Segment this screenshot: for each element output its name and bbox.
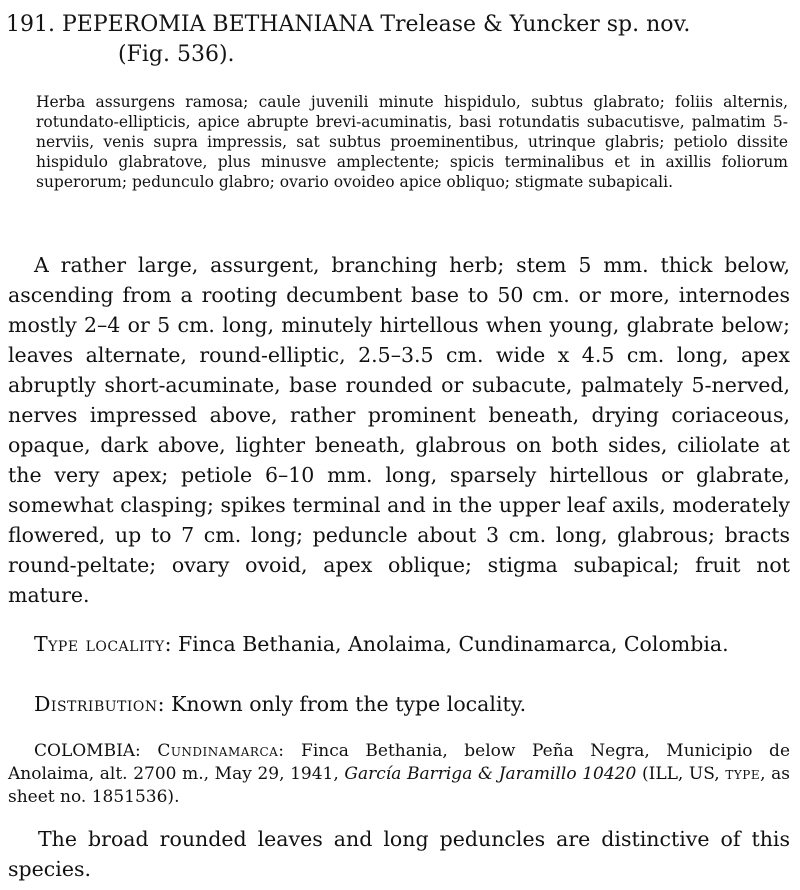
specimen-collectors: García Barriga & Jaramillo 10420 <box>344 764 637 784</box>
species-heading <box>6 10 786 70</box>
distinguishing-note: The broad rounded leaves and long peduncles are distinctive of this species. <box>8 827 790 881</box>
type-locality-text: Finca Bethania, Anolaima, Cundinamarca, Colombia. <box>178 632 729 656</box>
figure-reference: (Fig. 536). <box>118 42 235 67</box>
species-name: PEPEROMIA BETHANIANA <box>61 12 374 37</box>
type-locality-label: Type locality <box>34 632 165 656</box>
latin-diagnosis: Herba assurgens ramosa; caule juvenili minute hispidulo, subtus glabrato; foliis alternis, rotundato-ellipticis, apice abrupte brevi-acuminatis, basi rotundatis subacutisve, palmatim 5-nerviis, venis supra impressis, sat subtus proeminentibus, utrinque glabris; petiolo dissite hispidulo glabratove, plus minusve amplectente; spicis terminalibus et in axillis foliorum superorum; pedunculo glabro; ovario ovoideo apice obliquo; stigmate subapicali. <box>36 93 788 191</box>
specimen-type-word: type <box>725 764 761 784</box>
specimen-citation <box>8 740 790 809</box>
distribution-label: Distribution <box>34 692 158 716</box>
species-authors: Trelease & Yuncker sp. nov. <box>380 12 691 37</box>
specimen-herbaria-open: (ILL, US, <box>641 764 720 784</box>
species-number: 191. <box>6 12 55 37</box>
type-locality: Type locality: Finca Bethania, Anolaima, Cundinamarca, Colombia. <box>34 632 729 656</box>
english-description: A rather large, assurgent, branching herb; stem 5 mm. thick below, ascending from a rooting decumbent base to 50 cm. or more, internodes mostly 2–4 or 5 cm. long, minutely hirtellous when young, glabrate below; leaves alternate, round-elliptic, 2.5–3.5 cm. wide x 4.5 cm. long, apex abruptly short-acuminate, base rounded or subacute, palmately 5-nerved, nerves impressed above, rather prominent beneath, drying coriaceous, opaque, dark above, lighter beneath, glabrous on both sides, ciliolate at the very apex; petiole 6–10 mm. long, sparsely hirtellous or glabrate, somewhat clasping; spikes terminal and in the upper leaf axils, moderately flowered, up to 7 cm. long; peduncle about 3 cm. long, glabrous; bracts round-peltate; ovary ovoid, apex oblique; stigma subapical; fruit not mature. <box>8 253 790 607</box>
specimen-herbaria-close: , as sheet no. 1851536). <box>8 764 791 807</box>
specimen-country: COLOMBIA: <box>34 741 141 761</box>
specimen-region: Cundinamarca: <box>157 741 285 761</box>
distribution-text: Known only from the type locality. <box>171 692 527 716</box>
specimen-details: Finca Bethania, below Peña Negra, Municipio de Anolaima, alt. 2700 m., May 29, 1941, <box>8 741 790 784</box>
distribution: Distribution: Known only from the type locality. <box>34 692 527 716</box>
